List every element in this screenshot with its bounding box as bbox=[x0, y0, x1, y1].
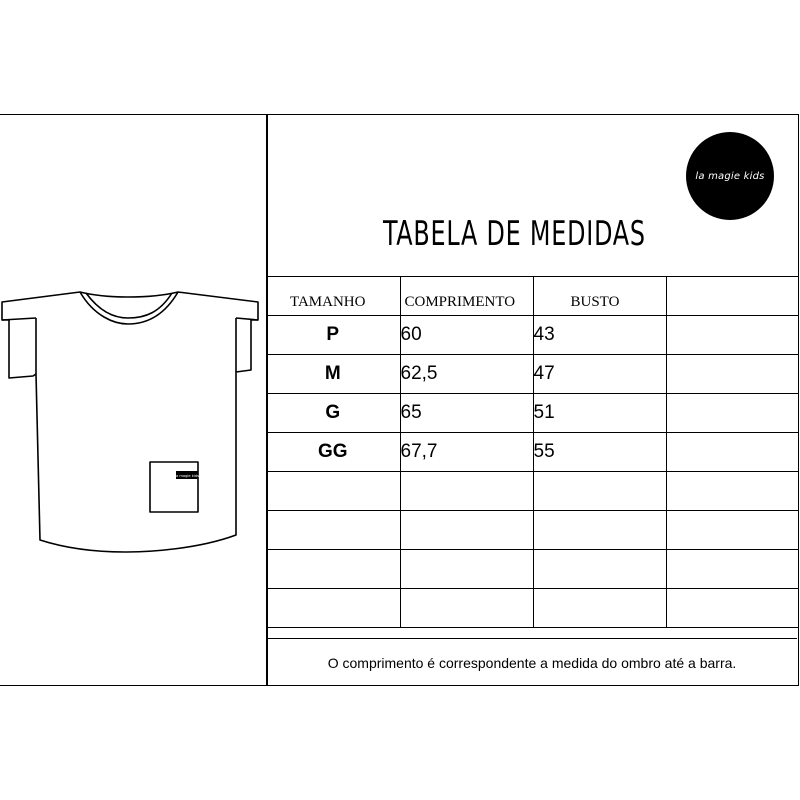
empty-cell bbox=[400, 472, 533, 511]
empty-cell bbox=[666, 589, 799, 628]
table-row-empty bbox=[266, 472, 799, 511]
table-row bbox=[266, 394, 799, 433]
empty-cell bbox=[666, 511, 799, 550]
pocket-label-text: la magie kids bbox=[175, 474, 199, 478]
busto-cell: 51 bbox=[533, 394, 666, 433]
empty-cell bbox=[666, 355, 799, 394]
empty-cell bbox=[266, 589, 400, 628]
header-empty bbox=[666, 277, 799, 316]
size-cell: G bbox=[266, 394, 400, 433]
table-row bbox=[266, 316, 799, 355]
empty-cell bbox=[666, 394, 799, 433]
empty-cell bbox=[266, 472, 400, 511]
right-sleeve-cuff bbox=[236, 318, 258, 320]
tshirt-outline bbox=[2, 292, 258, 552]
comprimento-cell: 65 bbox=[400, 394, 533, 433]
empty-cell bbox=[666, 433, 799, 472]
busto-cell: 47 bbox=[533, 355, 666, 394]
tshirt-pocket bbox=[150, 462, 198, 512]
empty-cell bbox=[533, 472, 666, 511]
empty-cell bbox=[533, 589, 666, 628]
comprimento-cell: 60 bbox=[400, 316, 533, 355]
header-tamanho: TAMANHO bbox=[266, 277, 400, 316]
size-cell: GG bbox=[266, 433, 400, 472]
brand-logo bbox=[686, 132, 774, 220]
comprimento-cell: 67,7 bbox=[400, 433, 533, 472]
empty-cell bbox=[266, 511, 400, 550]
table-row bbox=[266, 433, 799, 472]
table-row-empty bbox=[266, 511, 799, 550]
empty-cell bbox=[533, 511, 666, 550]
empty-cell bbox=[666, 316, 799, 355]
empty-cell bbox=[533, 550, 666, 589]
table-row-empty bbox=[266, 550, 799, 589]
header-busto: BUSTO bbox=[533, 277, 666, 316]
empty-cell bbox=[666, 472, 799, 511]
page-title: TABELA DE MEDIDAS bbox=[383, 214, 646, 254]
measurement-note bbox=[267, 638, 797, 686]
empty-cell bbox=[400, 511, 533, 550]
busto-cell: 43 bbox=[533, 316, 666, 355]
size-table bbox=[266, 276, 799, 628]
table-row-empty bbox=[266, 589, 799, 628]
tshirt-illustration bbox=[0, 280, 266, 555]
empty-cell bbox=[666, 550, 799, 589]
header-comprimento: COMPRIMENTO bbox=[400, 277, 533, 316]
measurement-note-text: O comprimento é correspondente a medida do ombro até a barra. bbox=[327, 654, 737, 671]
left-sleeve-cuff bbox=[2, 318, 36, 320]
brand-logo-text: la magie kids bbox=[695, 170, 765, 182]
empty-cell bbox=[400, 550, 533, 589]
size-cell: M bbox=[266, 355, 400, 394]
comprimento-cell: 62,5 bbox=[400, 355, 533, 394]
empty-cell bbox=[400, 589, 533, 628]
empty-cell bbox=[266, 550, 400, 589]
table-row bbox=[266, 355, 799, 394]
table-header-row bbox=[266, 277, 799, 316]
size-cell: P bbox=[266, 316, 400, 355]
busto-cell: 55 bbox=[533, 433, 666, 472]
